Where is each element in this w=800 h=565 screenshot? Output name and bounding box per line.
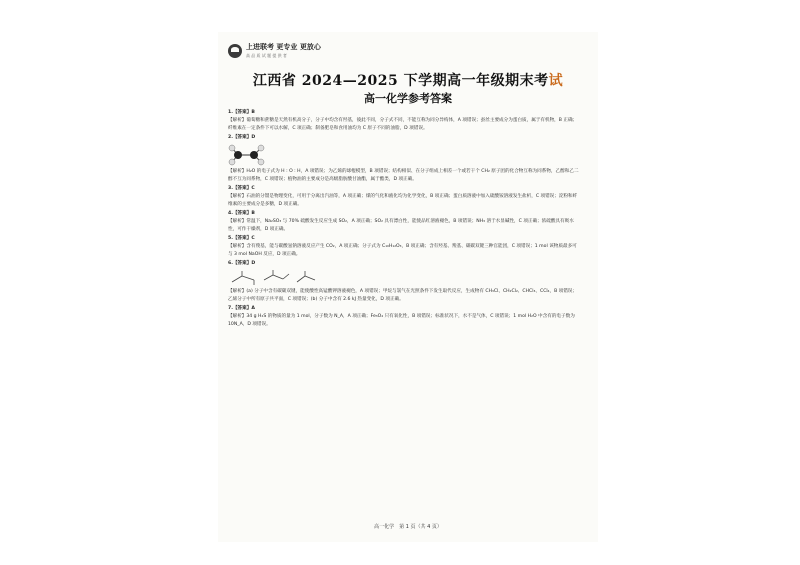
- answer-item: [228, 305, 580, 329]
- answer-item: [228, 210, 580, 234]
- answer-label: 5.【答案】C: [228, 236, 255, 241]
- logo-text-block: [246, 42, 321, 59]
- answer-explanation: 【解析】含有羧基，能与碳酸氢钠溶液反应产生 CO₂，A 项正确；分子式为 C₁₀H₁₂O₃，B 项正确；含有羟基、羧基、碳碳双键三种官能团，C 项错误；1 mol 该物质最多可与 3 mol NaOH 反应，D 项正确。: [228, 244, 577, 257]
- structural-formula-icon: [261, 270, 291, 286]
- answer-item: [228, 134, 580, 184]
- structural-formula-icon: [228, 270, 258, 286]
- logo-main-text: 上进联考 更专业 更放心: [246, 43, 321, 51]
- answer-item: [228, 185, 580, 209]
- answer-list: [228, 109, 580, 330]
- answer-label: 7.【答案】A: [228, 306, 255, 311]
- answer-label: 6.【答案】D: [228, 261, 256, 266]
- answer-label: 4.【答案】B: [228, 211, 255, 216]
- answer-explanation: 【解析】石油的分馏是物理变化，可用于分离出汽油等，A 项正确；煤的气化和液化均为化学变化，B 项正确；蛋白质溶液中加入硫酸铵溶液发生盐析，C 项错误；淀粉和纤维素的主要成分是多糖，D 项正确。: [228, 194, 578, 207]
- answer-label: 1.【答案】B: [228, 110, 255, 115]
- page-footer: 高一化学 第 1 页（共 4 页）: [374, 524, 442, 530]
- answer-explanation: 【解析】葡萄糖和蔗糖是天然有机高分子，分子中均含有羟基，彼此不同，分子式不同，不能互称为同分异构体，A 项错误；蚕丝主要成分为蛋白质，属于有机物，B 正确；纤维素在一定条件下可以水解，C 项正确；制备肥皂和食用油均为 C 原子不同的油脂，D 项错误。: [228, 118, 578, 131]
- page-subtitle: 高一化学参考答案: [364, 92, 452, 105]
- answer-label: 3.【答案】C: [228, 186, 255, 191]
- answer-explanation: 【解析】34 g H₂S 的物质的量为 1 mol，分子数为 N_A，A 项正确；Fe₃O₄ 只有氧化性，B 项错误；标准状况下，水不是气体，C 项错误；1 mol H₂O 中含有的电子数为 10N_A，D 项错误。: [228, 314, 575, 327]
- logo-sub-text: 高 品 质 试 题 提 供 者: [246, 53, 287, 58]
- page-title: [218, 70, 598, 90]
- molecule-figure-row: [228, 270, 580, 286]
- answer-item: [228, 109, 580, 133]
- document-page: [218, 32, 598, 542]
- title-main: 江西省 2024—2025 下学期高一年级期末考: [252, 73, 549, 89]
- molecule-figure-row: [228, 144, 580, 166]
- answer-label: 2.【答案】D: [228, 135, 256, 140]
- answer-explanation: 【解析】H₂O 的电子式为 H : O : H，A 项错误；为乙烯的球棍模型，B 项错误；结构相似、在分子组成上相差一个或若干个 CH₂ 原子团的化合物互称为同系物，乙醇和乙二醇不互为同系物，C 项错误；植物油的主要成分是高级脂肪酸甘油酯，属于酯类，D 项正确。: [228, 169, 579, 182]
- answer-explanation: 【解析】常温下，Na₂SO₃ 与 70% 硫酸发生反应生成 SO₂，A 项正确；SO₂ 具有漂白性，能使品红溶液褪色，B 项错误；NH₃ 溶于水显碱性，C 项正确；浓硫酸具有吸水性，可作干燥剂，D 项正确。: [228, 219, 574, 232]
- structural-formula-icon: [294, 270, 320, 286]
- answer-explanation: 【解析】(a) 分子中含有碳碳双键，能使酸性高锰酸钾溶液褪色，A 项错误；甲烷与氯气在光照条件下发生取代反应，生成物有 CH₃Cl、CH₂Cl₂、CHCl₃、CCl₄，B 项错误；乙烯分子中所有原子共平面，C 项错误；(b) 分子中含有 2.6 kJ 热量变化，D 项正确。: [228, 289, 578, 302]
- answer-item: [228, 235, 580, 259]
- publisher-logo-icon: [228, 44, 242, 58]
- title-highlight: 试: [548, 73, 564, 89]
- publisher-logo: [228, 42, 321, 59]
- answer-item: [228, 260, 580, 304]
- ethylene-ball-model-icon: [228, 144, 268, 166]
